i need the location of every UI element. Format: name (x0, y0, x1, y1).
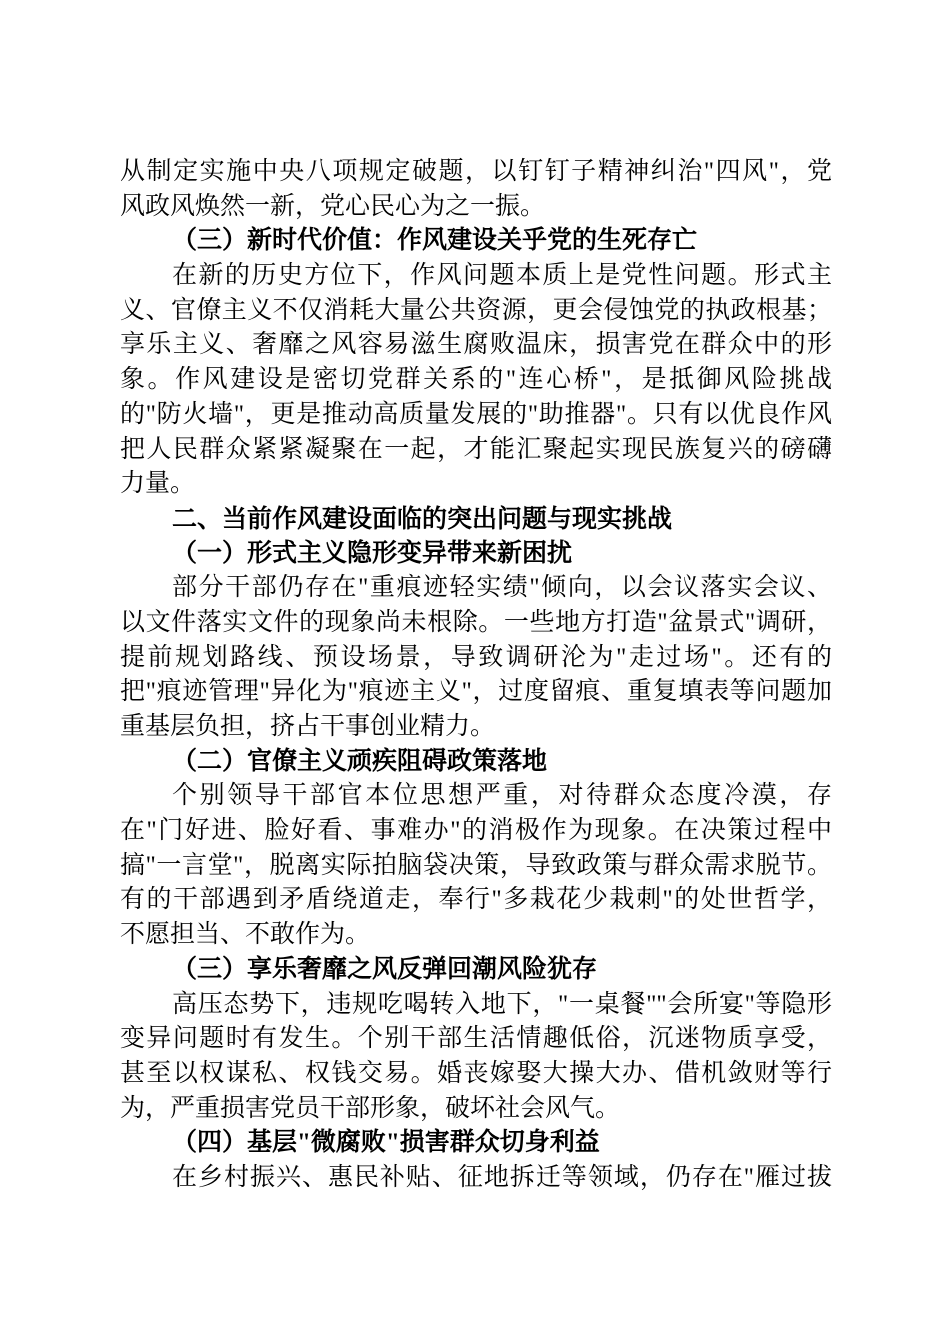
paragraph (120, 988, 832, 1127)
paragraph-line: 从制定实施中央八项规定破题，以钉钉子精神纠治"四风"，党 (120, 158, 832, 185)
paragraph-line: 享乐主义、奢靡之风容易滋生腐败温床，损害党在群众中的形 (120, 331, 832, 359)
paragraph-line: 搞"一言堂"，脱离实际拍脑袋决策，导致政策与群众需求脱节。 (120, 851, 832, 879)
section-heading: 二、当前作风建设面临的突出问题与现实挑战 (172, 504, 673, 533)
paragraph-line: 高压态势下，违规吃喝转入地下，"一桌餐""会所宴"等隐形 (172, 990, 832, 1018)
paragraph-line: 把人民群众紧紧凝聚在一起，才能汇聚起实现民族复兴的磅礴 (120, 435, 832, 463)
paragraph-line: 在新的历史方位下，作风问题本质上是党性问题。形式主 (172, 262, 832, 290)
paragraph-line: 提前规划路线、预设场景，导致调研沦为"走过场"。还有的 (120, 643, 832, 671)
paragraph-line: 为，严重损害党员干部形象，破坏社会风气。 (120, 1094, 621, 1122)
subheading: （三）享乐奢靡之风反弹回潮风险犹存 (172, 955, 598, 983)
paragraph-line: 的"防火墙"，更是推动高质量发展的"助推器"。只有以优良作风 (120, 400, 832, 428)
paragraph (120, 259, 832, 502)
paragraph-line: 象。作风建设是密切党群关系的"连心桥"，是抵御风险挑战 (120, 366, 832, 394)
paragraph-line: 甚至以权谋私、权钱交易。婚丧嫁娶大操大办、借机敛财等行 (120, 1059, 832, 1087)
paragraph-line: 在乡村振兴、惠民补贴、征地拆迁等领域，仍存在"雁过拔 (172, 1163, 832, 1191)
paragraph-line: 变异问题时有发生。个别干部生活情趣低俗，沉迷物质享受， (120, 1025, 832, 1053)
paragraph-line: 重基层负担，挤占干事创业精力。 (120, 713, 496, 740)
paragraph-line: 力量。 (120, 470, 196, 498)
paragraph-line: 有的干部遇到矛盾绕道走，奉行"多栽花少栽刺"的处世哲学， (120, 886, 832, 914)
paragraph-line: 个别领导干部官本位思想严重，对待群众态度冷漠，存 (172, 782, 832, 810)
paragraph (120, 779, 832, 952)
paragraph-line: 风政风焕然一新，党心民心为之一振。 (120, 192, 546, 220)
paragraph-line: 部分干部仍存在"重痕迹轻实绩"倾向，以会议落实会议、 (172, 574, 832, 602)
subheading: （四）基层"微腐败"损害群众切身利益 (172, 1129, 600, 1157)
subheading: （二）官僚主义顽疾阻碍政策落地 (172, 747, 548, 775)
paragraph-line: 在"门好进、脸好看、事难办"的消极作为现象。在决策过程中 (120, 817, 832, 845)
paragraph-line: 把"痕迹管理"异化为"痕迹主义"，过度留痕、重复填表等问题加 (120, 678, 832, 706)
paragraph-line: 义、官僚主义不仅消耗大量公共资源，更会侵蚀党的执政根基； (120, 296, 832, 324)
paragraph-line: 不愿担当、不敢作为。 (120, 921, 371, 949)
subheading: （三）新时代价值：作风建设关乎党的生死存亡 (172, 227, 698, 255)
paragraph-line: 以文件落实文件的现象尚未根除。一些地方打造"盆景式"调研， (120, 608, 832, 636)
document-body (120, 155, 832, 1196)
subheading: （一）形式主义隐形变异带来新困扰 (172, 539, 573, 567)
paragraph (120, 1161, 832, 1196)
paragraph (120, 571, 832, 744)
paragraph (120, 155, 832, 224)
